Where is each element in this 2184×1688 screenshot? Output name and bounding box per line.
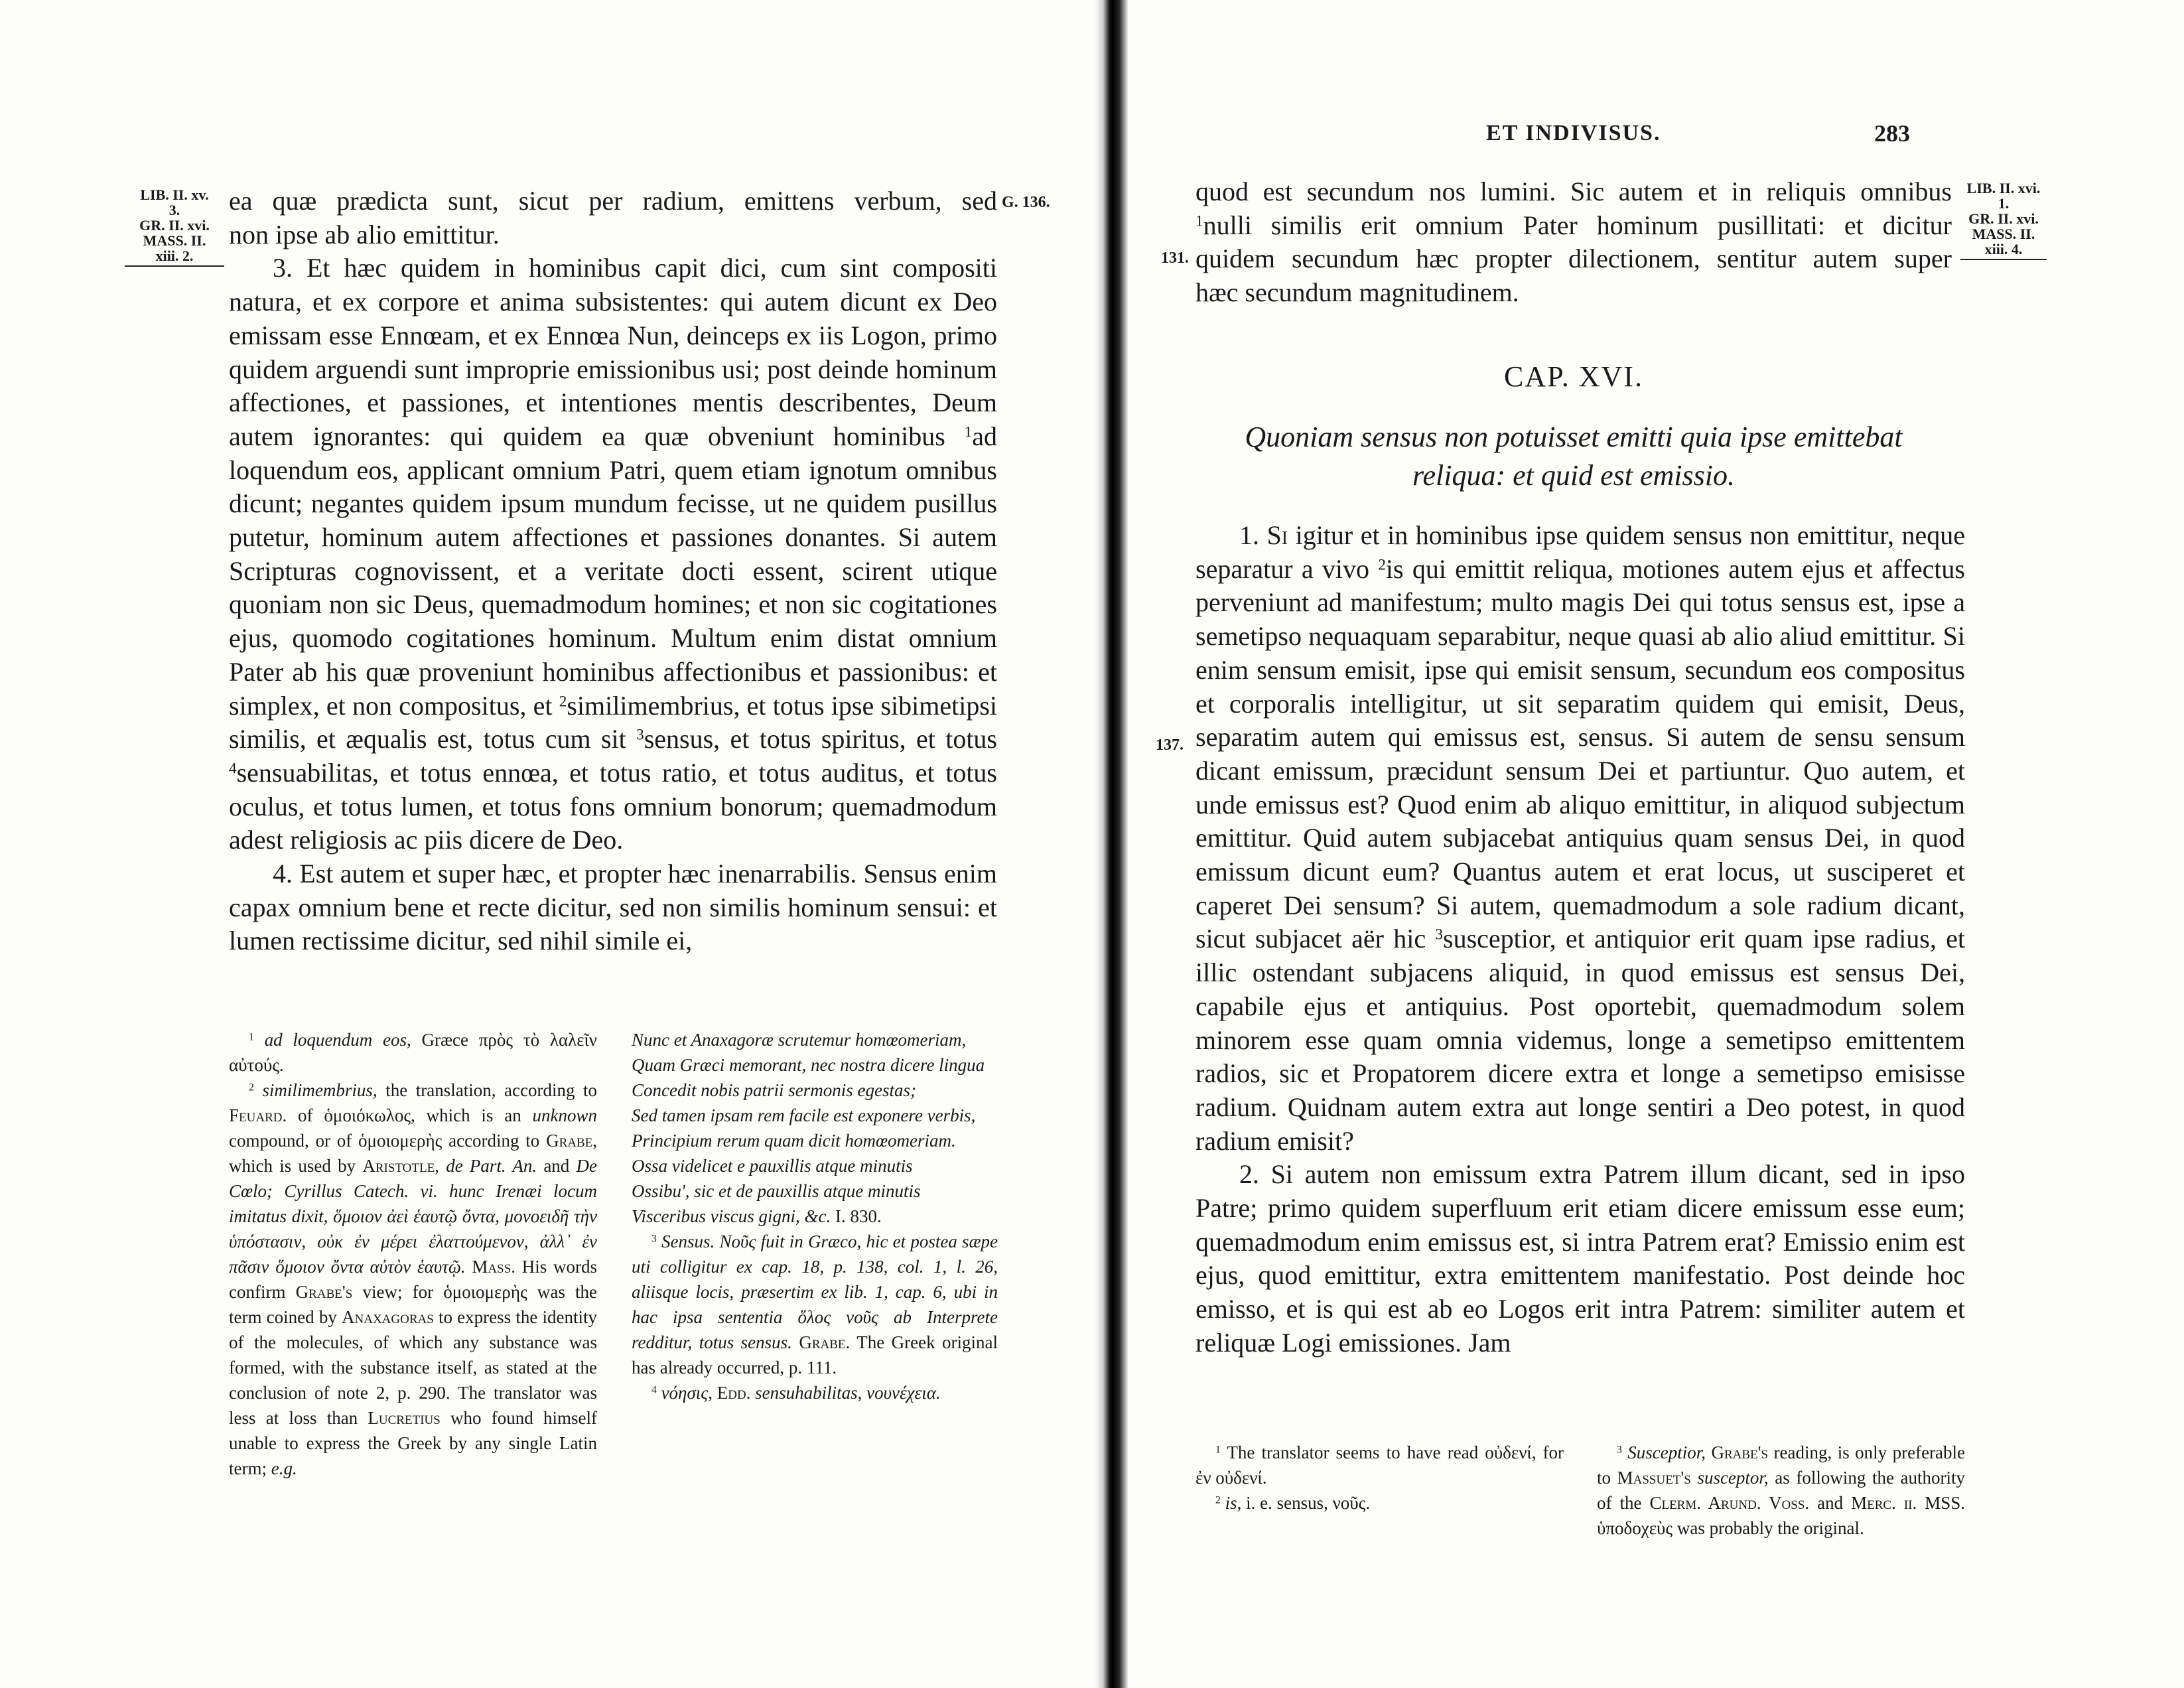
- left-footnotes-column-2: [632, 1027, 998, 1405]
- book-spine: [1095, 0, 1128, 1688]
- left-footnote-1: $^1$ ad loquendum eos, Græce πρὸς τὸ λαλεῖν αὐτούς.: [229, 1030, 598, 1075]
- quote-line-8: Visceribus viscus gigni, &c. I. 830.: [632, 1206, 882, 1226]
- right-footnote-2: $^2$ is, i. e. sensus, νοῦς.: [1215, 1493, 1371, 1513]
- quote-line-3: Concedit nobis patrii sermonis egestas;: [632, 1080, 916, 1100]
- left-main-text: [229, 184, 997, 958]
- quote-line-2: Quam Græci memorant, nec nostra dicere lingua: [632, 1055, 985, 1075]
- right-footnotes: [1195, 1440, 1965, 1541]
- right-footnote-1: $^1$ The translator seems to have read οὐδενί, for ἐν οὐδενί.: [1195, 1442, 1564, 1488]
- quote-line-4: Sed tamen ipsam rem facile est exponere verbis,: [632, 1105, 976, 1125]
- left-footnote-4: $^4$ νόησις, Edd. sensuhabilitas, νουνέχεια.: [651, 1383, 941, 1403]
- left-footnote-2: $^2$ similimembrius, the translation, according to Feuard. of ὁμοιόκωλος, which is an unknown compound, or of ὁμοιομερὴς according to Grabe, which is used by Aristotle, de Part. An. and De Cœlo; Cyrillus Catech. vi. hunc Irenæi locum imitatus dixit, ὅμοιον ἀεὶ ἑαυτῷ ὄντα, μονοειδῆ τὴν ὑπόστασιν, οὐκ ἐν μέρει ἐλαττούμενον, ἀλλ᾽ ἐν πᾶσιν ὅμοιον ὄντα αὐτὸν ἑαυτῷ. Mass. His words confirm Grabe's view; for ὁμοιομερὴς was the term coined by Anaxagoras to express the identity of the molecules, of which any substance was formed, with the substance itself, as stated at the conclusion of note 2, p. 290. The translator was less at loss than Lucretius who found himself unable to express the Greek by any single Latin term; e.g.: [229, 1080, 598, 1478]
- left-footnotes-column-1: [229, 1027, 597, 1481]
- left-footnote-3: $^3$ Sensus. Νοῦς fuit in Græco, hic et postea sæpe uti colligitur ex cap. 18, p. 138, col. 1, l. 26, aliisque locis, præsertim ex lib. 1, cap. 6, ubi in hac ipsa sententia ὅλος νοῦς ab Interprete redditur, totus sensus. Grabe. The Greek original has already occurred, p. 111.: [632, 1231, 998, 1377]
- page-number: 283: [1874, 120, 1910, 147]
- left-paragraph-3: 3. Et hæc quidem in hominibus capit dici, cum sint compositi natura, et ex corpore et anima subsistentes: qui autem dicunt ex Deo emissam esse Ennœam, et ex Ennœa Nun, deinceps ex iis Logon, primo quidem arguendi sunt improprie emissionibus usi; post deinde hominum affectiones, et passiones, et intentiones mentis describentes, Deum autem ignorantes: qui quidem ea quæ obveniunt hominibus $^1$ad loquendum eos, applicant omnium Patri, quem etiam ignotum omnibus dicunt; negantes quidem ipsum mundum fecisse, ut ne quidem pusillus putetur, hominum autem affectiones et passiones donantes. Si autem Scripturas cognovissent, et a veritate docti essent, scirent utique quoniam non sic Deus, quemadmodum homines; et non sic cogitationes ejus, quomodo cogitationes hominum. Multum enim distat omnium Pater ab his quæ proveniunt hominibus affectionibus et passionibus: et simplex, et non compositus, et $^2$similimembrius, et totus ipse sibimetipsi similis, et æqualis est, totus cum sit $^3$sensus, et totus spiritus, et totus $^4$sensuabilitas, et totus ennœa, et totus ratio, et totus auditus, et totus oculus, et totus lumen, et totus fons omnium bonorum; quemadmodum adest religiosis ac piis dicere de Deo.: [229, 253, 998, 855]
- right-footnote-3: $^3$ Susceptior, Grabe's reading, is only preferable to Massuet's susceptor, as following the authority of the Clerm. Arund. Voss. and Merc. ii. MSS. ὑποδοχεὺς was probably the original.: [1597, 1442, 1966, 1538]
- sidenote-rule: [125, 265, 224, 267]
- running-head: ET INDIVISUS.: [1486, 121, 1661, 145]
- left-sidenote: LIB. II. xv. 3. GR. II. xvi. MASS. II. xiii. 2.: [125, 187, 224, 267]
- right-main-text: [1195, 519, 1965, 1360]
- left-line-1: ea quæ prædicta sunt, sicut per radium, emittens verbum, sed: [229, 186, 997, 216]
- quote-line-5: Principium rerum quam dicit homœomeriam.: [632, 1131, 956, 1151]
- left-margin-marker: G. 136.: [1002, 194, 1050, 211]
- right-sidenote: LIB. II. xvi. 1. GR. II. xvi. MASS. II. xiii. 4.: [1960, 180, 2047, 260]
- left-paragraph-4: 4. Est autem et super hæc, et propter hæc inenarrabilis. Sensus enim capax omnium bene et recte dicitur, sed non similis hominum sensui: et lumen rectissime dicitur, sed nihil simile ei,: [229, 859, 997, 956]
- left-line-2: non ipse ab alio emittitur.: [229, 219, 500, 249]
- right-margin-marker-137: 137.: [1156, 737, 1184, 754]
- right-page: [1128, 0, 2184, 1688]
- right-top-text: quod est secundum nos lumini. Sic autem et in reliquis omnibus $^1$nulli similis erit omnium Pater hominum pusillitati: et dicitur quidem secundum hæc propter dilectionem, sentitur autem super hæc secundum magnitudinem.: [1195, 176, 1952, 308]
- quote-line-7: Ossibu', sic et de pauxillis atque minutis: [632, 1181, 921, 1201]
- right-paragraph-2: 2. Si autem non emissum extra Patrem illum dicant, sed in ipso Patre; primo quidem superfluum erit etiam dicere emissum esse eum; quemadmodum enim emissus est, si intra Patrem erat? Emissio enim est ejus, quod emittitur, extra emittentem manifestatio. Post deinde hoc emisso, et is qui est ab eo Logos erit intra Patrem: similiter autem et reliquæ Logi emissiones. Jam: [1195, 1159, 1965, 1358]
- chapter-subtitle: Quoniam sensus non potuisset emitti quia ipse emittebat reliqua: et quid est emissio.: [1245, 421, 1903, 492]
- quote-line-6: Ossa videlicet e pauxillis atque minutis: [632, 1156, 913, 1176]
- quote-line-1: Nunc et Anaxagoræ scrutemur homœomeriam,: [632, 1030, 967, 1050]
- sidenote-rule: [1960, 259, 2047, 260]
- right-paragraph-1: 1. Si igitur et in hominibus ipse quidem sensus non emittitur, neque separatur a vivo $^2$is qui emittit reliqua, motiones autem ejus et affectus perveniunt ad manifestum; multo magis Dei qui totus sensus est, ipse a semetipso nequaquam separabitur, neque quasi ab alio aliud emittitur. Si enim sensum emisit, ipse qui emisit sensum, secundum eos compositus et corporalis intelligitur, ut sit separatim quidem qui emisit, Deus, separatim autem qui emissus est, sensus. Si autem de sensu sensum dicant emissum, præcidunt sensum Dei et partiuntur. Quo autem, et unde emissus est? Quod enim ab aliquo emittitur, in aliquod subjectum emittitur. Quid autem subjacebat antiquius quam sensus Dei, in quod emissum dicunt eum? Quantus autem et erat locus, ut susciperet et caperet Dei sensum? Si autem, quemadmodum a sole radium dicant, sicut subjacet aër hic $^3$susceptior, et antiquior erit quam ipse radius, et illic ostendant subjacens aliquid, in quod emissus est sensus Dei, capabile ejus et antiquius. Post oportebit, quemadmodum solem minorem esse quam omnia videmus, longe a semetipso emittentem radios, sic et Propatorem dicere extra et longe a semetipso emisisse radium. Quidnam autem extra aut longe sentiri a Deo potest, in quod radium emisit?: [1195, 520, 1966, 1156]
- chapter-title: CAP. XVI.: [1504, 360, 1643, 393]
- right-margin-marker-131: 131.: [1161, 249, 1189, 267]
